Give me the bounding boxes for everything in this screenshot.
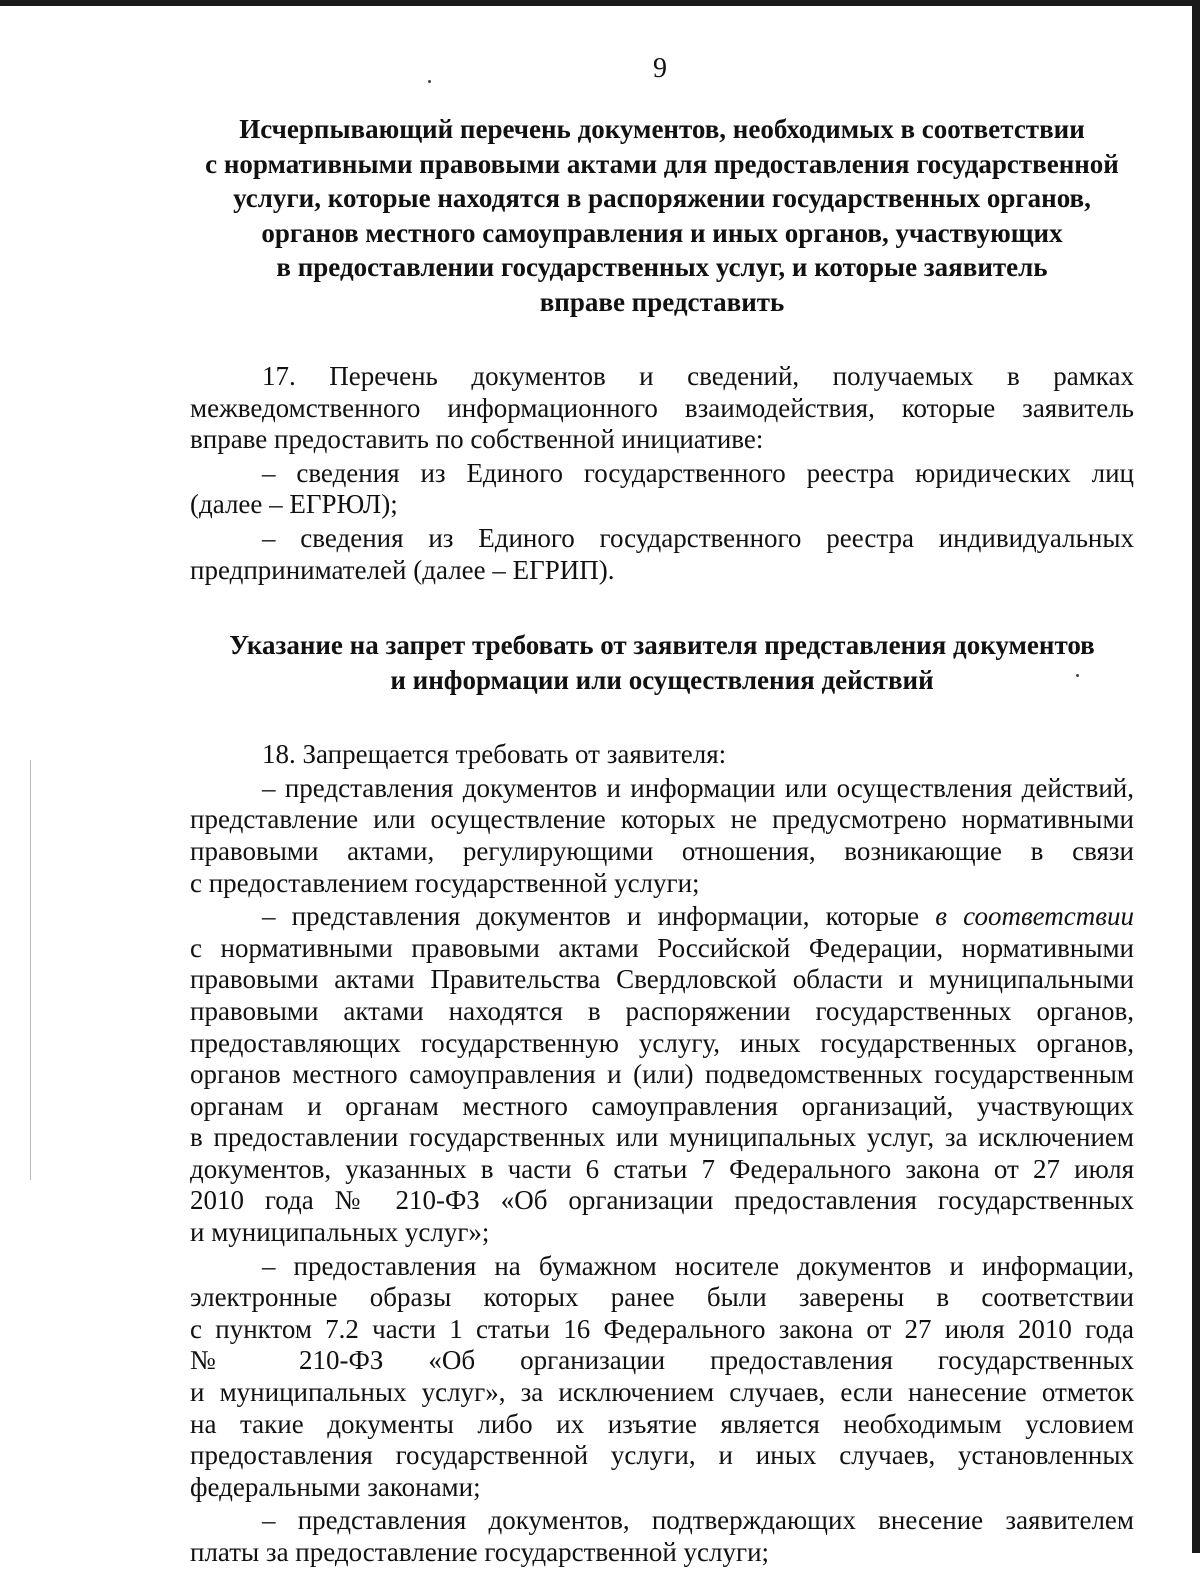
heading-line: Указание на запрет требовать от заявителя представления документов — [229, 630, 1095, 661]
text-line: 17. Перечень документов и сведений, получаемых в рамках — [262, 361, 1134, 391]
text-line: органов местного самоуправления и (или) подведомственных государственным — [190, 1059, 1134, 1090]
section-heading-documents — [182, 112, 1142, 319]
list-item-1 — [190, 773, 1134, 899]
heading-line: органов местного самоуправления и иных органов, участвующих — [261, 217, 1063, 248]
text-line: правовыми актами находятся в распоряжении государственных органов, — [190, 995, 1134, 1026]
italic-fragment: в соответствии — [935, 901, 1135, 932]
text-line: предпринимателей (далее – ЕГРИП). — [190, 554, 615, 585]
text-line: правовыми актами Правительства Свердловской области и муниципальными — [190, 964, 1134, 995]
text-line: вправе предоставить по собственной инициативе: — [190, 424, 764, 455]
heading-line: вправе представить — [539, 286, 785, 317]
text-line: с нормативными правовыми актами Российской Федерации, нормативными — [190, 932, 1134, 963]
text-line: правовыми актами, регулирующими отношения, возникающие в связи — [190, 835, 1134, 866]
text-line: – предоставления на бумажном носителе документов и информации, — [262, 1250, 1134, 1281]
list-item-4 — [190, 1505, 1134, 1568]
text-line: № 210-ФЗ «Об организации предоставления государственных — [190, 1345, 1134, 1376]
text-fragment: – представления документов и информации, которые — [262, 901, 920, 932]
heading-line: Исчерпывающий перечень документов, необходимых в соответствии — [239, 114, 1085, 144]
list-item-egrul — [190, 458, 1134, 521]
text-line: представление или осуществление которых не предусмотрено нормативными — [190, 804, 1134, 835]
heading-line: и информации или осуществления действий — [390, 664, 934, 695]
text-line: – представления документов, подтверждающих внесение заявителем — [262, 1505, 1134, 1536]
scan-artifact-line — [30, 760, 31, 1180]
document-body — [190, 112, 1134, 1569]
text-line: и муниципальных услуг»; — [190, 1217, 490, 1248]
scan-edge-right — [1192, 0, 1200, 1553]
list-item-3 — [190, 1251, 1134, 1504]
text-line: и муниципальных услуг», за исключением случаев, если нанесение отметок — [190, 1377, 1134, 1408]
text-line: (далее – ЕГРЮЛ); — [190, 489, 398, 520]
page-number: 9 — [653, 53, 667, 84]
paragraph-18 — [190, 739, 1134, 1568]
text-line: – сведения из Единого государственного реестра индивидуальных — [262, 522, 1134, 553]
text-line: с пунктом 7.2 части 1 статьи 16 Федерального закона от 27 июля 2010 года — [190, 1313, 1134, 1344]
heading-line: с нормативными правовыми актами для предоставления государственной — [205, 148, 1119, 179]
text-line — [190, 901, 1134, 933]
heading-line: в предоставлении государственных услуг, и которые заявитель — [276, 252, 1048, 282]
scan-edge-top — [0, 0, 1200, 6]
section-heading-prohibition — [190, 628, 1134, 697]
text-line: – сведения из Единого государственного реестра юридических лиц — [262, 457, 1134, 488]
paragraph-17 — [190, 361, 1134, 586]
text-line: межведомственного информационного взаимодействия, которые заявитель — [190, 392, 1134, 423]
text-line: органам и органам местного самоуправления организаций, участвующих — [190, 1090, 1134, 1121]
text-line: на такие документы либо их изъятие является необходимым условием — [190, 1408, 1134, 1439]
list-item-egrip — [190, 523, 1134, 586]
text-line: – представления документов и информации или осуществления действий, — [262, 772, 1134, 803]
text-line: федеральными законами; — [190, 1471, 481, 1502]
text-line: 2010 года № 210-ФЗ «Об организации предоставления государственных — [190, 1185, 1134, 1216]
text-line: с предоставлением государственной услуги; — [190, 867, 700, 898]
text-line: 18. Запрещается требовать от заявителя: — [262, 739, 727, 770]
list-item-2 — [190, 901, 1134, 1249]
text-line: в предоставлении государственных или муниципальных услуг, за исключением — [190, 1122, 1134, 1153]
text-line: документов, указанных в части 6 статьи 7 Федерального закона от 27 июля — [190, 1153, 1134, 1184]
text-line: электронные образы которых ранее были заверены в соответствии — [190, 1282, 1134, 1313]
text-line: предоставления государственной услуги, и иных случаев, установленных — [190, 1440, 1134, 1471]
text-line: платы за предоставление государственной услуги; — [190, 1537, 770, 1567]
text-line: предоставляющих государственную услугу, иных государственных органов, — [190, 1027, 1134, 1058]
heading-line: услуги, которые находятся в распоряжении государственных органов, — [233, 183, 1091, 213]
